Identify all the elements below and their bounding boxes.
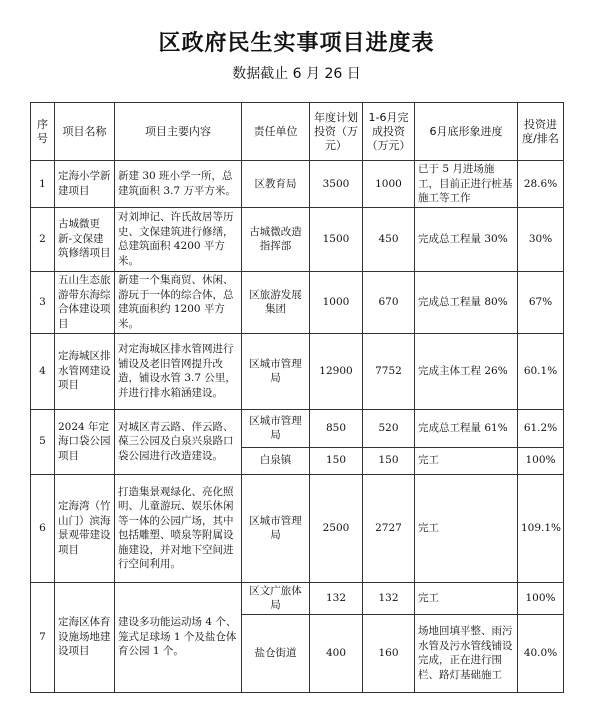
data-cutoff-date: 数据截止 6 月 26 日	[232, 66, 361, 82]
row-plan: 12900	[310, 333, 363, 409]
row-content: 对刘坤记、许氏故居等历史、文保建筑进行修缮，总建筑面积 4200 平方米。	[115, 207, 242, 271]
subrow-done: 150	[363, 447, 415, 474]
row-unit: 区旅游发展集团	[242, 271, 310, 333]
table-row	[31, 474, 564, 582]
subrow-unit: 盐仓街道	[242, 614, 310, 692]
row-plan: 1500	[310, 207, 363, 271]
subrow-plan: 150	[310, 447, 363, 474]
row-plan: 1000	[310, 271, 363, 333]
subrow-rate: 100%	[518, 447, 564, 474]
table-row	[31, 582, 564, 614]
row-done: 450	[363, 207, 415, 271]
row-content: 对城区青云路、伴云路、葆三公园及白泉兴泉路口袋公园进行改造建设。	[115, 409, 242, 474]
row-unit: 区教育局	[242, 161, 310, 208]
row-plan: 2500	[310, 474, 363, 582]
row-progress: 完成总工程量 30%	[415, 207, 518, 271]
row-rate: 109.1%	[518, 474, 564, 582]
row-done: 2727	[363, 474, 415, 582]
row-progress: 完成总工程量 61%	[415, 409, 518, 447]
row-done: 670	[363, 271, 415, 333]
header-no: 序号	[31, 103, 55, 161]
row-name: 定海小学新建项目	[55, 161, 115, 208]
subrow-progress: 场地回填平整、雨污水管及污水管线铺设完成，正在进行围栏、路灯基础施工	[415, 614, 518, 692]
row-done: 7752	[363, 333, 415, 409]
row-plan: 132	[310, 582, 363, 614]
row-content: 新建一个集商贸、休闲、游玩于一体的综合体，总建筑面积约 1200 平方米。	[115, 271, 242, 333]
header-content: 项目主要内容	[115, 103, 242, 161]
row-content: 对定海城区排水管网进行铺设及老旧管网提升改造，铺设水管 3.7 公里，并进行排水箱涵建设。	[115, 333, 242, 409]
header-done: 1-6月完成投资（万元）	[363, 103, 415, 161]
header-rate: 投资进度/排名	[518, 103, 564, 161]
row-unit: 区文广旅体局	[242, 582, 310, 614]
row-name: 定海城区排水管网建设项目	[55, 333, 115, 409]
row-rate: 61.2%	[518, 409, 564, 447]
subrow-unit: 白泉镇	[242, 447, 310, 474]
row-no: 6	[31, 474, 55, 582]
table-header-row	[31, 103, 564, 161]
table-row	[31, 161, 564, 208]
row-no: 2	[31, 207, 55, 271]
row-no: 7	[31, 582, 55, 692]
header-name: 项目名称	[55, 103, 115, 161]
row-rate: 100%	[518, 582, 564, 614]
row-no: 5	[31, 409, 55, 474]
row-name: 2024 年定海口袋公园项目	[55, 409, 115, 474]
subrow-progress: 完工	[415, 447, 518, 474]
row-content: 新建 30 班小学一所，总建筑面积 3.7 万平方米。	[115, 161, 242, 208]
header-unit: 责任单位	[242, 103, 310, 161]
row-done: 520	[363, 409, 415, 447]
row-progress: 完成主体工程 26%	[415, 333, 518, 409]
row-plan: 850	[310, 409, 363, 447]
subrow-plan: 400	[310, 614, 363, 692]
row-name: 五山生态旅游带东海综合体建设项目	[55, 271, 115, 333]
row-content: 打造集景观绿化、亮化照明、儿童游玩、娱乐休闲等一体的公园广场，其中包括雕塑、喷泉等附属设施建设，并对地下空间进行空间利用。	[115, 474, 242, 582]
row-name: 定海区体育设施场地建设项目	[55, 582, 115, 692]
header-progress: 6月底形象进度	[415, 103, 518, 161]
table-row	[31, 207, 564, 271]
row-unit: 区城市管理局	[242, 333, 310, 409]
row-progress: 完工	[415, 582, 518, 614]
row-plan: 3500	[310, 161, 363, 208]
row-rate: 60.1%	[518, 333, 564, 409]
row-no: 1	[31, 161, 55, 208]
row-content: 建设多功能运动场 4 个、笼式足球场 1 个及盐仓体育公园 1 个。	[115, 582, 242, 692]
row-no: 3	[31, 271, 55, 333]
row-unit: 古城微改造指挥部	[242, 207, 310, 271]
row-done: 1000	[363, 161, 415, 208]
project-progress-table	[30, 102, 564, 693]
row-rate: 67%	[518, 271, 564, 333]
row-name: 定海湾（竹山门）滨海景观带建设项目	[55, 474, 115, 582]
table-row	[31, 409, 564, 447]
table-row	[31, 271, 564, 333]
row-no: 4	[31, 333, 55, 409]
row-unit: 区城市管理局	[242, 409, 310, 447]
row-done: 132	[363, 582, 415, 614]
header-plan: 年度计划投资（万元）	[310, 103, 363, 161]
subrow-done: 160	[363, 614, 415, 692]
row-progress: 完工	[415, 474, 518, 582]
page-title: 区政府民生实事项目进度表	[158, 30, 435, 56]
row-progress: 完成总工程量 80%	[415, 271, 518, 333]
row-name: 古城微更新-文保建筑修缮项目	[55, 207, 115, 271]
row-progress: 已于 5 月进场施工，目前正进行桩基施工等工作	[415, 161, 518, 208]
row-rate: 28.6%	[518, 161, 564, 208]
subrow-rate: 40.0%	[518, 614, 564, 692]
row-unit: 区城市管理局	[242, 474, 310, 582]
table-row	[31, 333, 564, 409]
row-rate: 30%	[518, 207, 564, 271]
